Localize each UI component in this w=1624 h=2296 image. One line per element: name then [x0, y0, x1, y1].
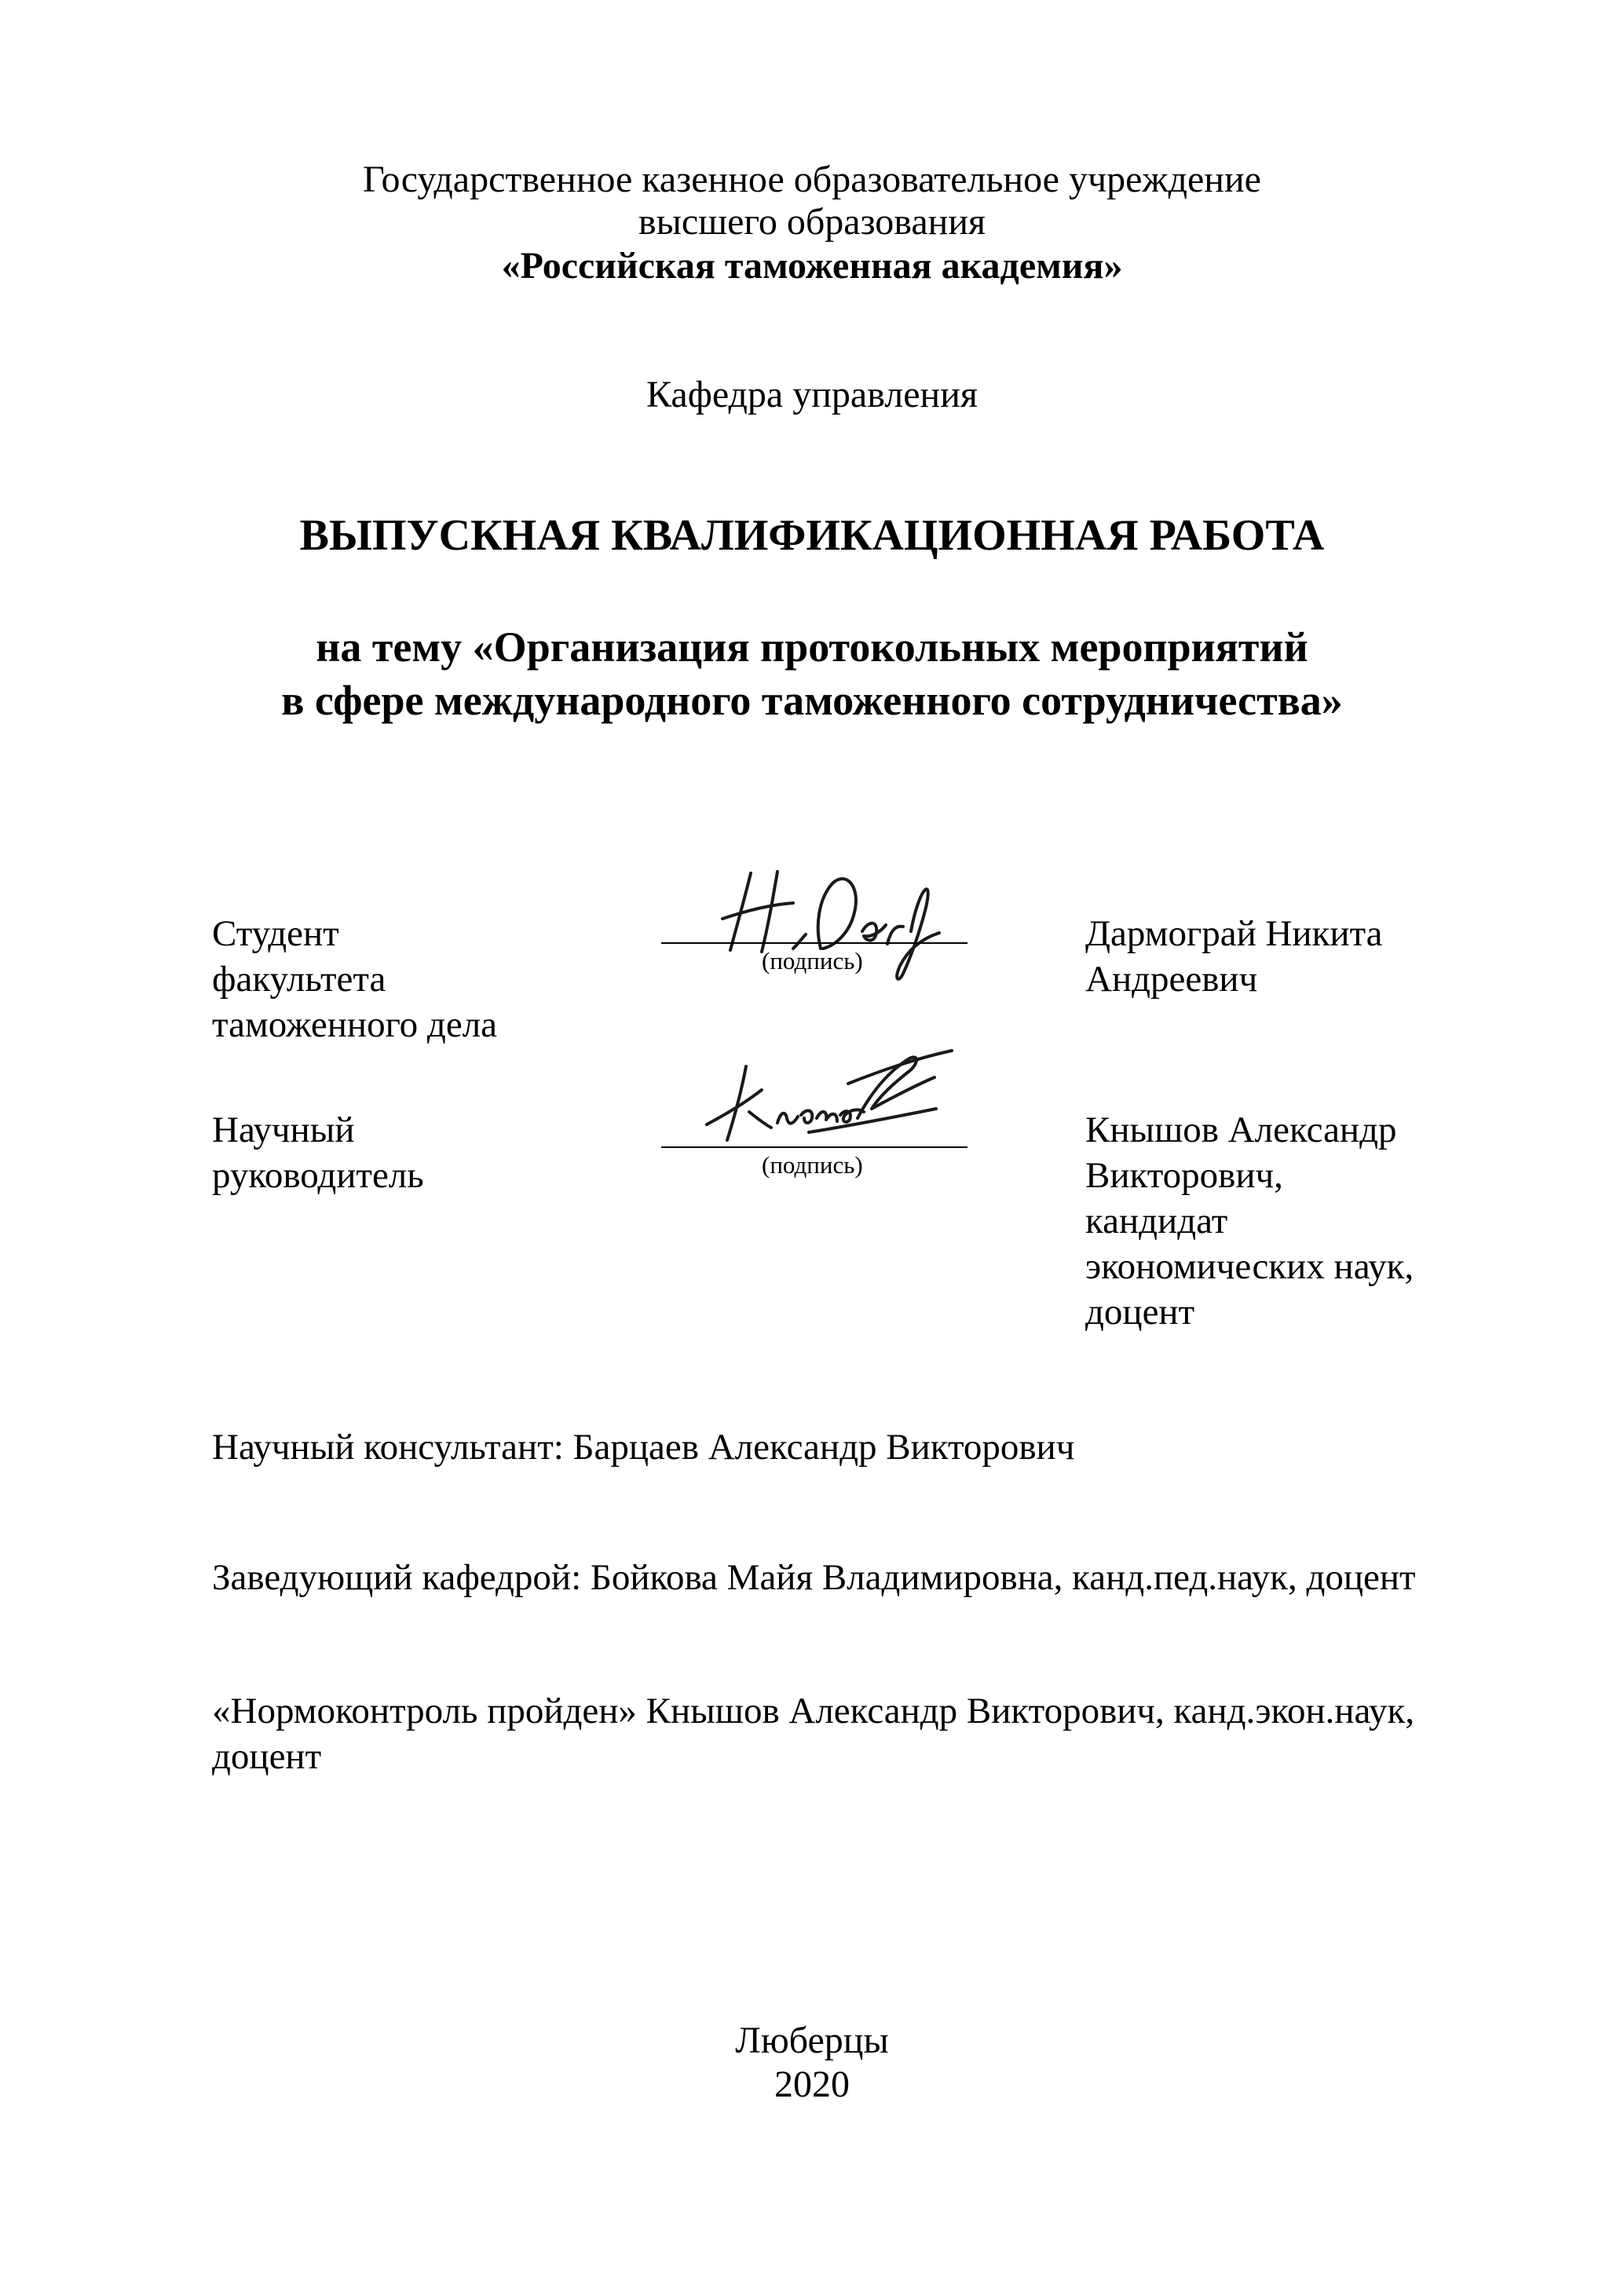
supervisor-signature	[683, 1036, 982, 1162]
topic-line-1: на тему «Организация протокольных мероприятий	[316, 623, 1308, 671]
student-signature-caption: (подпись)	[762, 947, 863, 974]
supervisor-signature-caption: (подпись)	[762, 1151, 863, 1179]
supervisor-name-line: Кнышов Александр	[1085, 1110, 1397, 1150]
student-name-line: Андреевич	[1085, 959, 1258, 1000]
supervisor-name-line: доцент	[1085, 1292, 1195, 1333]
institution-line-2: высшего образования	[638, 201, 986, 243]
supervisor-name-line: кандидат	[1085, 1201, 1228, 1241]
head-of-department: Заведующий кафедрой: Бойкова Майя Владимировна, канд.пед.наук, доцент	[212, 1557, 1416, 1598]
supervisor-name-line: Викторович,	[1085, 1155, 1283, 1196]
supervisor-signature-line	[661, 1146, 967, 1148]
supervisor-role	[212, 1107, 424, 1198]
institution-name: «Российская таможенная академия»	[501, 245, 1123, 287]
supervisor-name-line: экономических наук,	[1085, 1246, 1414, 1287]
student-role	[212, 911, 497, 1047]
student-role-line: факультета	[212, 959, 386, 1000]
topic-line-2: в сфере международного таможенного сотрудничества»	[281, 677, 1343, 724]
supervisor-name	[1085, 1107, 1414, 1335]
scientific-consultant: Научный консультант: Барцаев Александр Викторович	[212, 1427, 1075, 1468]
student-role-line: таможенного дела	[212, 1004, 498, 1045]
city: Люберцы	[735, 2020, 889, 2061]
supervisor-role-line: Научный	[212, 1110, 355, 1150]
work-type-heading: ВЫПУСКНАЯ КВАЛИФИКАЦИОННАЯ РАБОТА	[299, 511, 1325, 560]
student-name	[1085, 911, 1383, 1002]
department: Кафедра управления	[646, 374, 978, 415]
normcontrol-note: «Нормоконтроль пройден» Кнышов Александр Викторович, канд.экон.наук, доцент	[212, 1691, 1415, 1777]
student-role-line: Студент	[212, 913, 339, 954]
institution-line-1: Государственное казенное образовательное учреждение	[363, 159, 1261, 200]
student-signature-line	[661, 942, 967, 944]
supervisor-role-line: руководитель	[212, 1155, 424, 1196]
year: 2020	[774, 2064, 850, 2105]
student-name-line: Дармограй Никита	[1085, 913, 1383, 954]
